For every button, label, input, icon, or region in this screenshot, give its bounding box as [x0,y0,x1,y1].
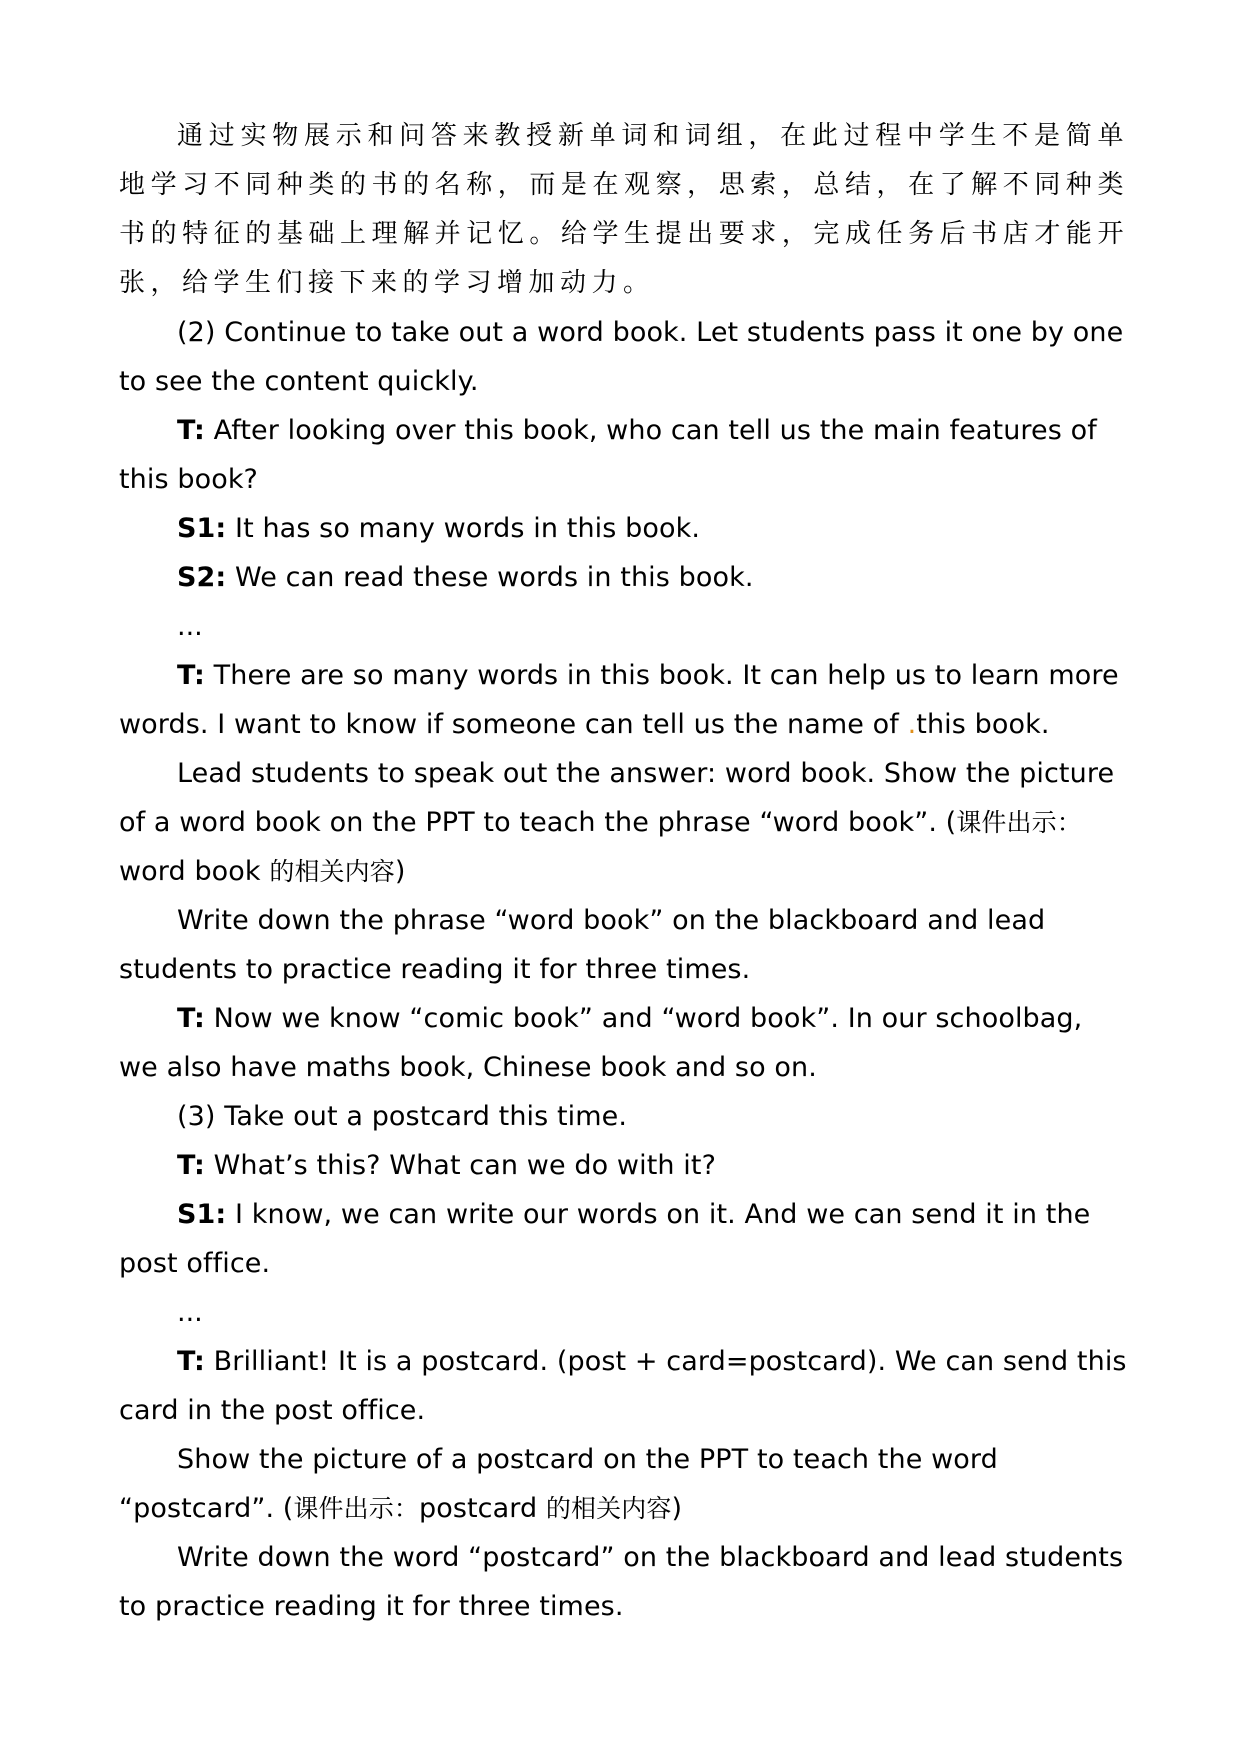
speaker-label: T: [177,415,205,446]
chinese-note: 的相关内容 [269,857,395,886]
ellipsis-line: ... [177,611,203,642]
dialogue-teacher-1 [119,406,1129,504]
speaker-label: T: [177,1150,205,1181]
paragraph-word-book-ppt [119,749,1129,896]
dialogue-text: We can read these words in this book. [226,562,754,593]
chinese-note: 课件出示： [956,808,1082,837]
paragraph-write-word-book: Write down the phrase “word book” on the blackboard and lead students to practice reading it for three times. [119,905,1046,985]
dialogue-teacher-5 [119,1337,1129,1435]
speaker-label: T: [177,660,205,691]
dialogue-student-2 [119,553,1129,602]
dialogue-text: Brilliant! It is a postcard. (post + card=postcard). We can send this card in the post office. [119,1346,1127,1426]
paragraph-text: Lead students to speak out the answer: word book. Show the picture of a word book on the PPT to teach the phrase “word book”. ( [119,758,1115,838]
paragraph-text: ) [394,856,406,887]
dialogue-text: It has so many words in this book. [226,513,701,544]
dialogue-text: There are so many words in this book. It can help us to learn more words. I want to know if someone can tell us the name of [119,660,1119,740]
paragraph-write-postcard: Write down the word “postcard” on the blackboard and lead students to practice reading it for three times. [119,1542,1124,1622]
speaker-label: S2: [177,562,227,593]
paragraph-chinese-rationale: 通过实物展示和问答来教授新单词和词组，在此过程中学生不是简单地学习不同种类的书的名称，而是在观察，思索，总结，在了解不同种类书的特征的基础上理解并记忆。给学生提出要求，完成任务后书店才能开张，给学生们接下来的学习增加动力。 [119,121,1129,298]
dialogue-teacher-3 [119,994,1129,1092]
ellipsis-line: ... [177,1297,203,1328]
paragraph-text: word book [119,856,270,887]
dialogue-text: What’s this? What can we do with it? [204,1150,716,1181]
chinese-note: 的相关内容 [545,1494,672,1523]
dialogue-text: After looking over this book, who can tell us the main features of this book? [119,415,1097,495]
dialogue-teacher-2 [119,651,1129,749]
dialogue-text: I know, we can write our words on it. And we can send it in the post office. [119,1199,1091,1279]
stray-dot-mark: . [907,709,917,740]
paragraph-postcard-ppt [119,1435,1129,1533]
speaker-label: S1: [177,1199,227,1230]
paragraph-text: Show the picture of a postcard on the PPT to teach the word “postcard”. ( [119,1444,998,1524]
dialogue-text-tail: this book. [916,709,1050,740]
paragraph-text: ) [671,1493,683,1524]
document-body [119,112,1129,1631]
dialogue-student-1 [119,504,1129,553]
dialogue-text: Now we know “comic book” and “word book”. In our schoolbag, we also have maths book, Chinese book and so on. [119,1003,1083,1083]
paragraph-step-3: (3) Take out a postcard this time. [177,1101,628,1132]
speaker-label: S1: [177,513,227,544]
dialogue-teacher-4 [119,1141,1129,1190]
paragraph-text: postcard [418,1493,546,1524]
speaker-label: T: [177,1346,205,1377]
speaker-label: T: [177,1003,205,1034]
dialogue-student-3 [119,1190,1129,1288]
chinese-note: 课件出示： [293,1494,419,1523]
paragraph-step-2: (2) Continue to take out a word book. Let students pass it one by one to see the content quickly. [119,317,1124,397]
